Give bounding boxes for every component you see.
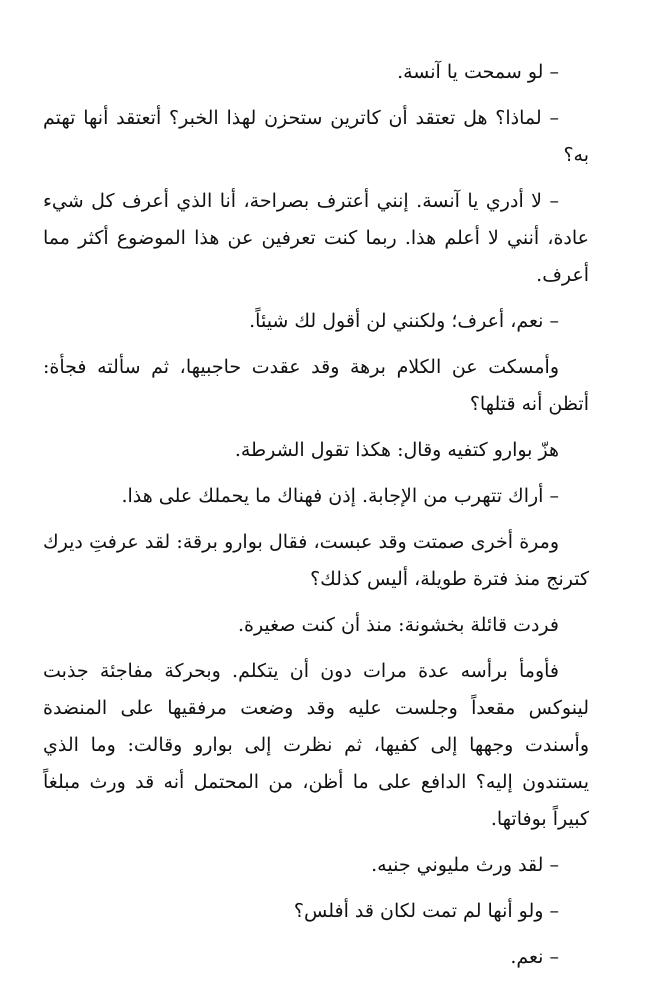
paragraph-4: – نعم، أعرف؛ ولكنني لن أقول لك شيئاً. — [249, 310, 559, 332]
paragraph-8: ومرة أخرى صمتت وقد عبست، فقال بوارو برقة: لقد عرفتِ ديرك كترنج منذ فترة طويلة، أليس كذلك؟ — [43, 531, 589, 590]
paragraph-6: هزّ بوارو كتفيه وقال: هكذا تقول الشرطة. — [234, 439, 559, 461]
paragraph-12: – ولو أنها لم تمت لكان قد أفلس؟ — [293, 900, 559, 922]
book-page — [43, 54, 589, 985]
paragraph-7: – أراك تتهرب من الإجابة. إذن فهناك ما يحملك على هذا. — [121, 485, 559, 507]
paragraph-1: – لو سمحت يا آنسة. — [397, 61, 559, 83]
paragraph-5: وأمسكت عن الكلام برهة وقد عقدت حاجبيها، ثم سألته فجأة: أتظن أنه قتلها؟ — [43, 356, 589, 415]
paragraph-2: – لماذا؟ هل تعتقد أن كاترين ستحزن لهذا الخبر؟ أتعتقد أنها تهتم به؟ — [43, 107, 589, 166]
paragraph-11: – لقد ورث مليوني جنيه. — [371, 854, 559, 876]
paragraph-9: فردت قائلة بخشونة: منذ أن كنت صغيرة. — [237, 614, 559, 636]
paragraph-13: – نعم. — [510, 946, 559, 968]
paragraph-10: فأومأ برأسه عدة مرات دون أن يتكلم. وبحركة مفاجئة جذبت لينوكس مقعداً وجلست عليه وقد وضعت مرفقيها على المنضدة وأسندت وجهها إلى كفيها، ثم نظرت إلى بوارو وقالت: وما الذي يستندون إليه؟ الدافع على ما أظن، من المحتمل أنه قد ورث مبلغاً كبيراً بوفاتها. — [43, 660, 589, 830]
paragraph-3: – لا أدري يا آنسة. إنني أعترف بصراحة، أنا الذي أعرف كل شيء عادة، أنني لا أعلم هذا. ربما كنت تعرفين عن هذا الموضوع أكثر مما أعرف. — [43, 190, 589, 286]
